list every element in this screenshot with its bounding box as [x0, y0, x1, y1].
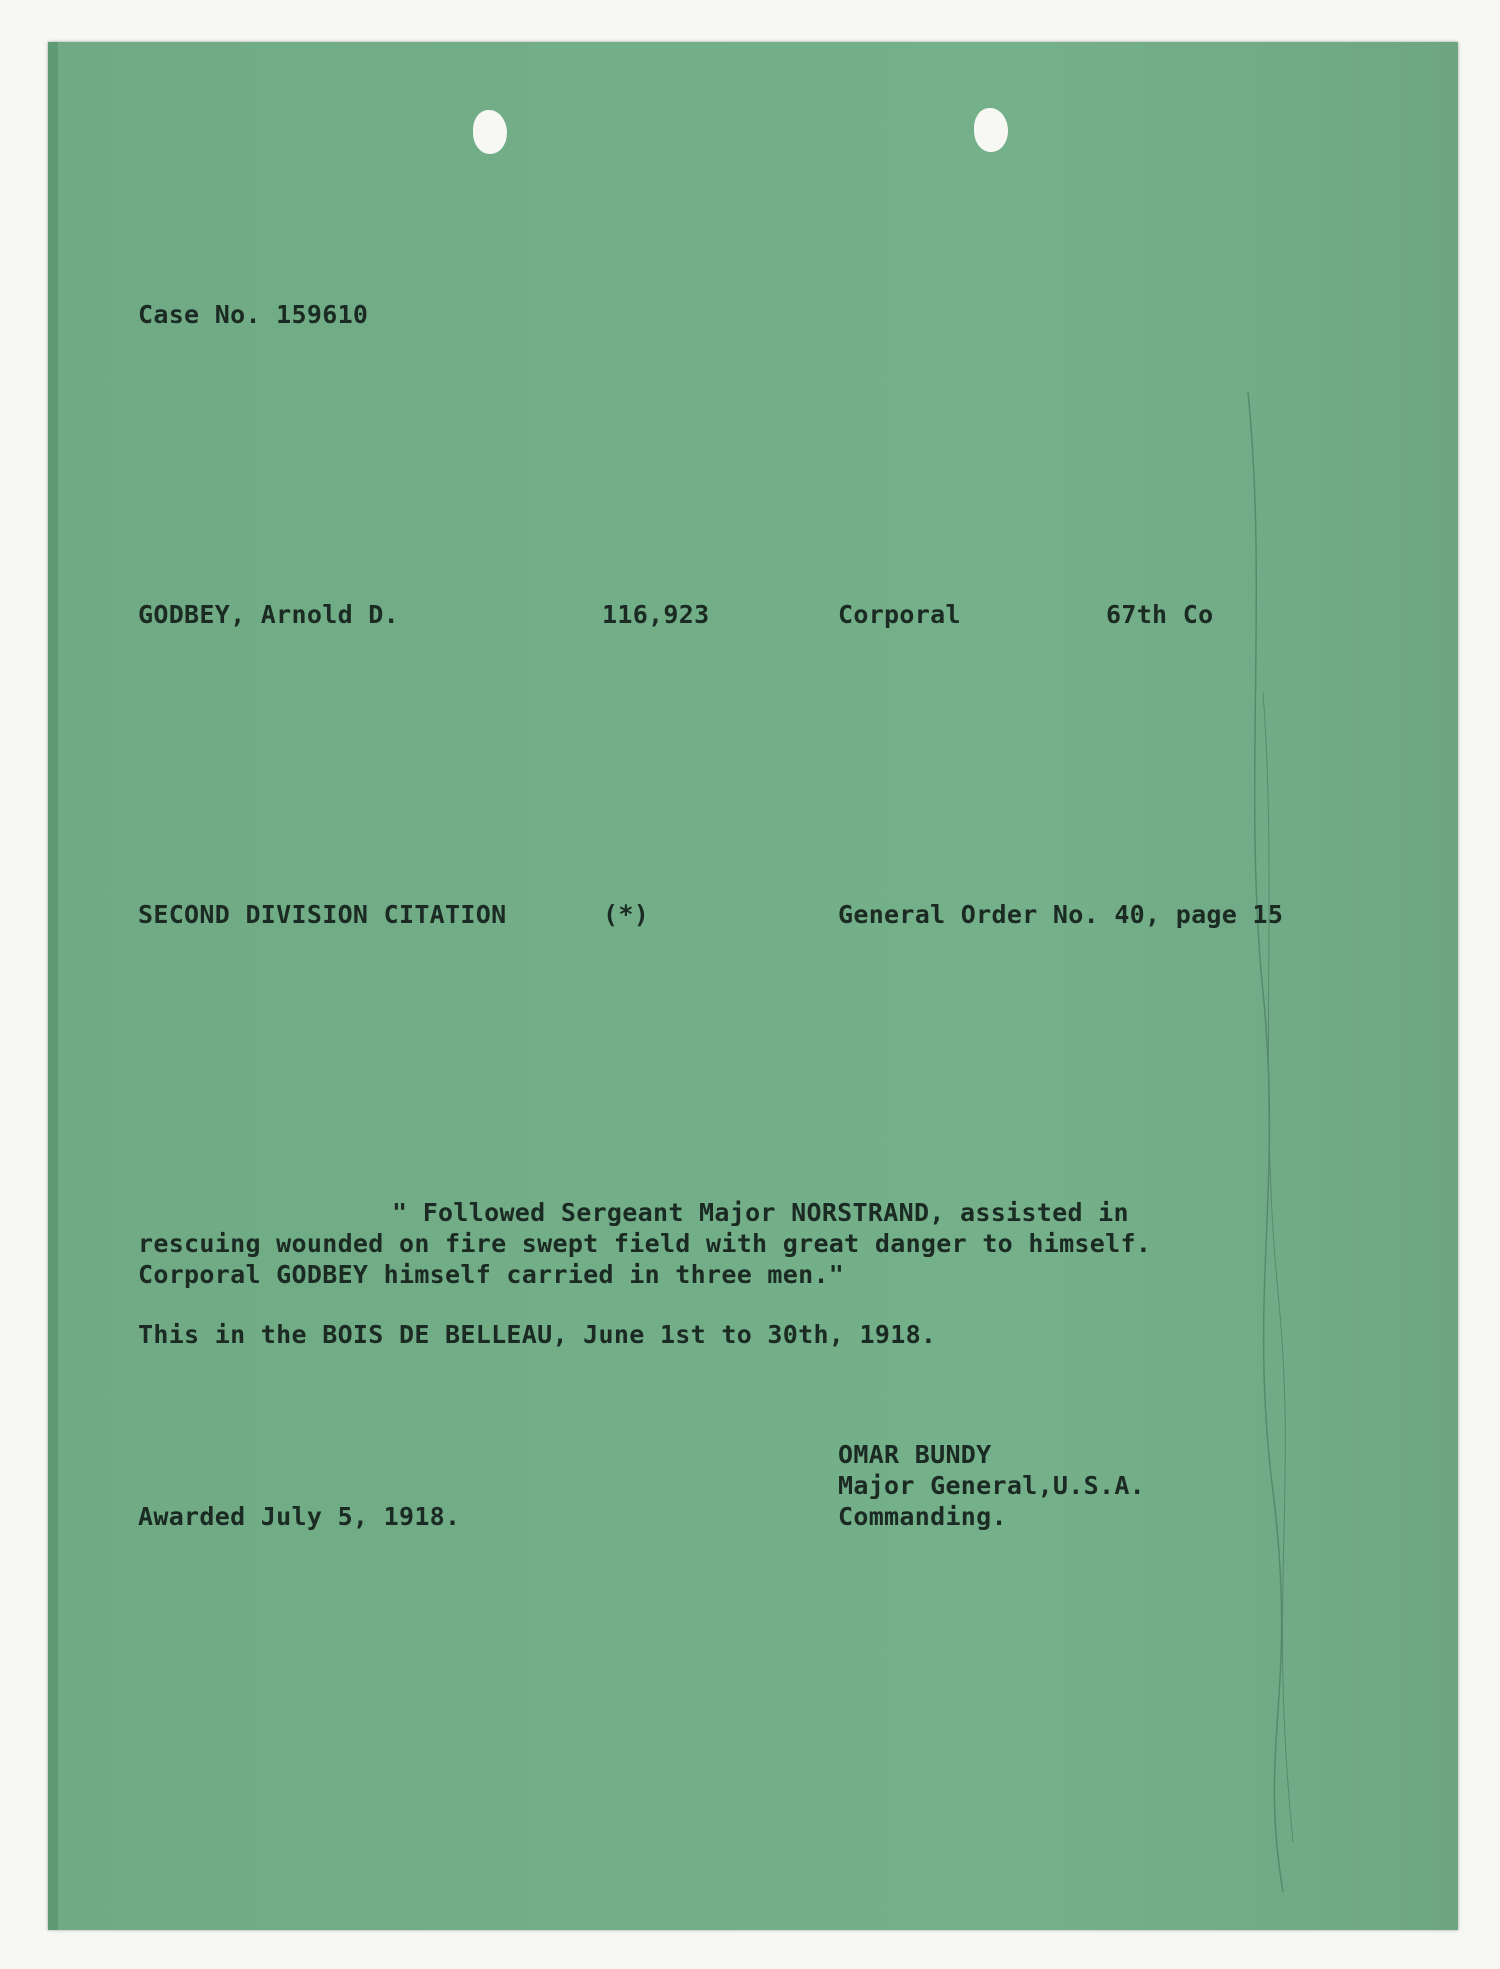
citation-marker: (*) — [603, 900, 650, 929]
general-order: General Order No. 40, page 15 — [838, 900, 1284, 929]
signatory-role: Commanding. — [838, 1502, 1007, 1531]
quote-line-1: " Followed Sergeant Major NORSTRAND, assisted in — [392, 1198, 1129, 1227]
citation-title: SECOND DIVISION CITATION — [138, 900, 507, 929]
case-number: Case No. 159610 — [138, 300, 369, 329]
rank: Corporal — [838, 600, 961, 629]
sheet-edge — [48, 42, 58, 1930]
award-date: Awarded July 5, 1918. — [138, 1502, 461, 1531]
quote-line-2: rescuing wounded on fire swept field with great danger to himself. — [138, 1229, 1152, 1258]
punch-hole-right — [974, 108, 1008, 152]
service-number: 116,923 — [602, 600, 710, 629]
unit: 67th Co — [1106, 600, 1214, 629]
signatory-title: Major General,U.S.A. — [838, 1471, 1146, 1500]
signatory-name: OMAR BUNDY — [838, 1440, 992, 1469]
paper-crease — [1238, 392, 1298, 1892]
place-and-date: This in the BOIS DE BELLEAU, June 1st to 30th, 1918. — [138, 1320, 937, 1349]
soldier-name: GODBEY, Arnold D. — [138, 600, 399, 629]
quote-line-3: Corporal GODBEY himself carried in three men." — [138, 1260, 845, 1289]
document-sheet — [48, 42, 1458, 1930]
punch-hole-left — [473, 110, 507, 154]
